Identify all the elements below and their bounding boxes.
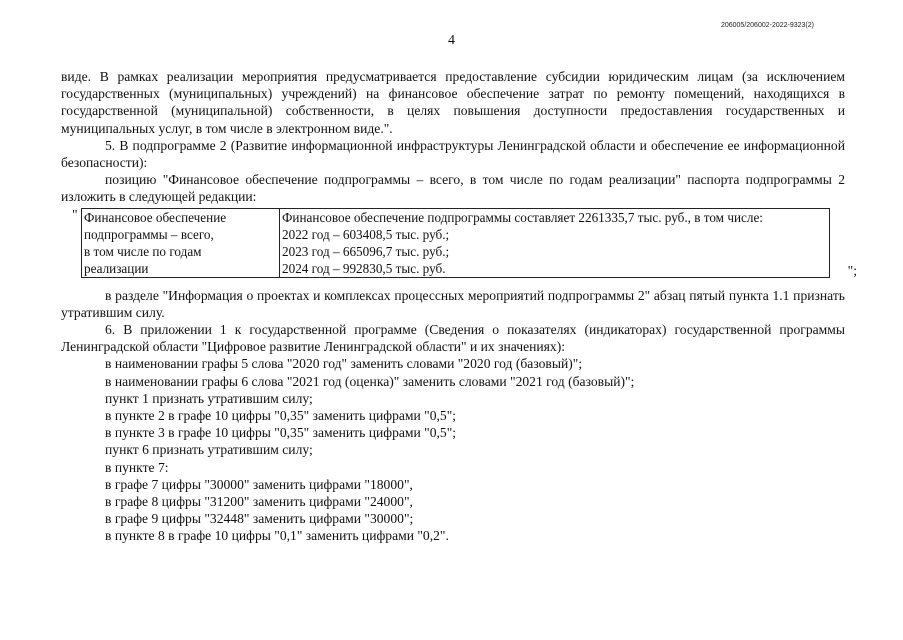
document-body <box>61 68 857 545</box>
table-value-line: Финансовое обеспечение подпрограммы составляет 2261335,7 тыс. руб., в том числе: <box>282 209 763 225</box>
funding-table-block <box>61 206 857 279</box>
page-number: 4 <box>448 33 455 48</box>
table-label-line: в том числе по годам <box>84 243 202 259</box>
table-cell-label <box>82 208 280 277</box>
table-value-line: 2023 год – 665096,7 тыс. руб.; <box>282 243 450 259</box>
amendment-line: пункт 6 признать утратившим силу; <box>105 442 313 458</box>
amendment-line: в графе 8 цифры "31200" заменить цифрами "24000", <box>105 494 413 510</box>
amendment-line: в пункте 7: <box>105 459 169 475</box>
table-cell-value <box>280 208 830 277</box>
table-opening-quote: " <box>72 206 78 222</box>
funding-table <box>81 208 830 278</box>
table-value-line: 2022 год – 603408,5 тыс. руб.; <box>282 226 450 242</box>
paragraph-section-info: в разделе "Информация о проектах и комплексах процессных мероприятий подпрограммы 2" абзац пятый пункта 1.1 признать утратившим силу. <box>61 287 845 320</box>
paragraph-item-5: 5. В подпрограмме 2 (Развитие информационной инфраструктуры Ленинградской области и обеспечение ее информационной безопасности): <box>61 137 845 171</box>
paragraph-item-6: 6. В приложении 1 к государственной программе (Сведения о показателях (индикаторах) государственной программы Ленинградской области "Цифровое развитие Ленинградской области" и их значениях): <box>61 322 845 355</box>
document-reference-number: 206005/206002-2022-9323(2) <box>720 22 814 29</box>
amendment-line: в графе 9 цифры "32448" заменить цифрами "30000"; <box>105 511 414 527</box>
table-label-line: подпрограммы – всего, <box>84 226 214 242</box>
table-value-line: 2024 год – 992830,5 тыс. руб. <box>282 260 446 276</box>
table-row <box>82 208 830 277</box>
paragraph-intro: виде. В рамках реализации мероприятия предусматривается предоставление субсидии юридическим лицам (за исключением государственных (муниципальных) учреждений) на финансовое обеспечение затрат по ремонту помещений, находящихся в государственной (муниципальной) собственности, в целях повышения доступности предоставления государственных и муниципальных услуг, в том числе в электронном виде.". <box>61 69 845 136</box>
paragraph-item-5-position: позицию "Финансовое обеспечение подпрограммы – всего, в том числе по годам реализации" паспорта подпрограммы 2 изложить в следующей редакции: <box>61 172 845 205</box>
table-label-line: реализации <box>84 260 149 276</box>
table-label-line: Финансовое обеспечение <box>84 209 227 225</box>
amendment-line: пункт 1 признать утратившим силу; <box>105 390 313 406</box>
amendment-line: в пункте 3 в графе 10 цифры "0,35" заменить цифрами "0,5"; <box>105 425 457 441</box>
amendment-line: в пункте 2 в графе 10 цифры "0,35" заменить цифрами "0,5"; <box>105 408 457 424</box>
amendment-line: в наименовании графы 5 слова "2020 год" заменить словами "2020 год (базовый)"; <box>105 356 583 372</box>
amendment-line: в пункте 8 в графе 10 цифры "0,1" заменить цифрами "0,2". <box>105 528 449 544</box>
table-closing-quote: "; <box>847 263 857 279</box>
amendment-line: в наименовании графы 6 слова "2021 год (оценка)" заменить словами "2021 год (базовый)"; <box>105 373 635 389</box>
amendment-line: в графе 7 цифры "30000" заменить цифрами "18000", <box>105 476 413 492</box>
